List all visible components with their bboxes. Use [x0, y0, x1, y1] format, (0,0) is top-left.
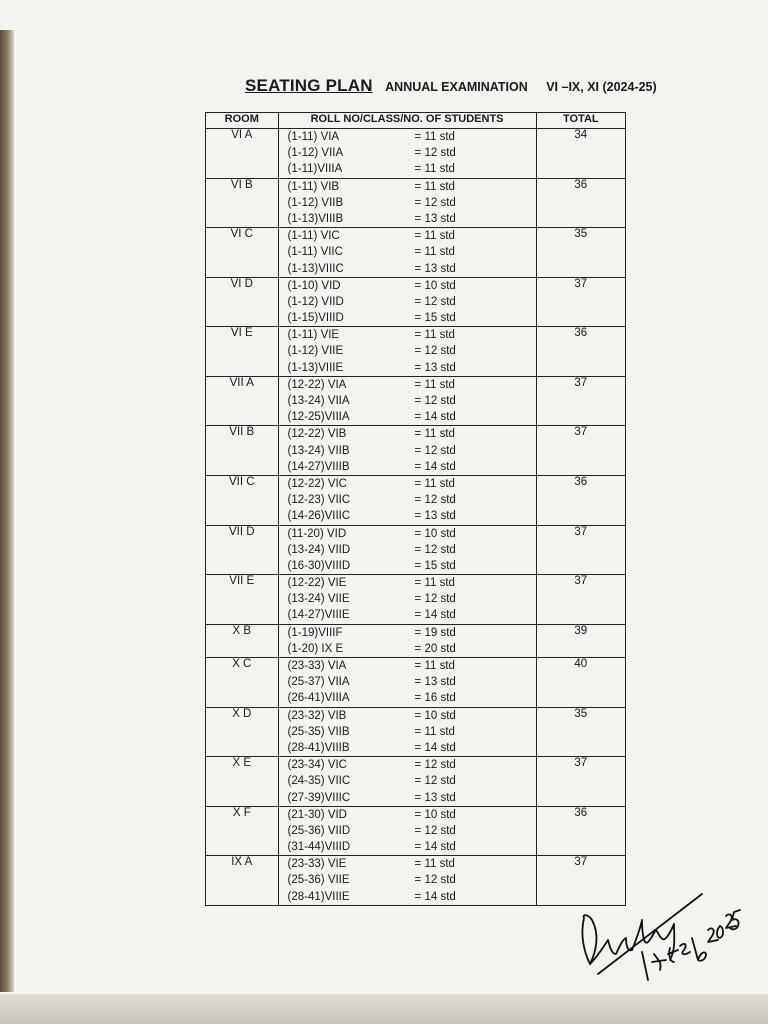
room-cell: VII C	[206, 475, 279, 525]
roll-range: (28-41)VIIIE	[287, 890, 350, 903]
room-cell: VII B	[206, 426, 279, 476]
roll-range: (1-11) VIA	[287, 131, 340, 143]
roll-entry	[279, 310, 536, 326]
roll-entry	[279, 658, 536, 674]
paper-bottom-edge	[0, 994, 768, 1024]
roll-range: (1-13)VIIIE	[287, 361, 344, 374]
student-count: = 12 std	[414, 196, 456, 209]
student-count: = 11 std	[414, 246, 455, 259]
student-count: = 12 std	[414, 295, 456, 308]
roll-range: (13-24) VIIA	[287, 395, 350, 407]
student-count: = 15 std	[414, 312, 456, 325]
roll-cell	[278, 575, 536, 625]
roll-range: (1-13)VIIIB	[287, 212, 344, 225]
student-count: = 12 std	[414, 444, 456, 457]
roll-range: (13-24) VIID	[287, 543, 351, 556]
roll-cell	[278, 757, 536, 807]
total-cell: 39	[536, 624, 625, 657]
total-cell: 37	[536, 757, 625, 807]
student-count: = 11 std	[414, 230, 455, 243]
student-count: = 10 std	[414, 279, 456, 292]
roll-range: (25-35) VIIB	[287, 725, 350, 738]
table-row	[206, 475, 626, 525]
roll-entry	[279, 839, 536, 855]
room-cell: VII D	[206, 525, 279, 575]
student-count: = 14 std	[414, 890, 456, 903]
roll-range: (14-27)VIIIB	[287, 460, 350, 473]
roll-entry	[279, 674, 536, 690]
roll-entry	[279, 740, 536, 756]
roll-cell	[278, 475, 536, 525]
header-room: ROOM	[206, 113, 279, 129]
roll-entry	[279, 773, 536, 789]
roll-range: (23-33) VIE	[287, 858, 347, 871]
student-count: = 12 std	[414, 824, 456, 837]
roll-cell	[278, 658, 536, 708]
student-count: = 10 std	[414, 527, 456, 540]
roll-entry	[279, 179, 536, 195]
roll-entry	[279, 409, 536, 425]
roll-range: (21-30) VID	[287, 808, 347, 821]
roll-entry	[279, 360, 536, 376]
roll-range: (27-39)VIIIC	[287, 791, 351, 804]
roll-cell	[278, 856, 536, 906]
table-row	[206, 228, 626, 278]
roll-cell	[278, 426, 536, 476]
student-count: = 13 std	[414, 676, 456, 689]
roll-range: (26-41)VIIIA	[287, 692, 350, 705]
table-row	[206, 376, 626, 426]
student-count: = 14 std	[414, 741, 456, 754]
table-row	[206, 707, 626, 757]
roll-cell	[278, 228, 536, 278]
total-cell: 34	[536, 129, 625, 179]
student-count: = 20 std	[414, 642, 456, 655]
room-cell: VI D	[206, 277, 279, 327]
roll-entry	[279, 327, 536, 343]
room-cell: X D	[206, 707, 279, 757]
student-count: = 14 std	[414, 411, 456, 424]
roll-range: (25-37) VIIA	[287, 676, 350, 689]
roll-entry	[279, 278, 536, 294]
total-cell: 37	[536, 575, 625, 625]
table-row	[206, 575, 626, 625]
roll-entry	[279, 558, 536, 574]
roll-entry	[279, 708, 536, 724]
roll-range: (12-25)VIIIA	[287, 411, 350, 424]
student-count: = 12 std	[414, 593, 456, 606]
table-row	[206, 658, 626, 708]
title-exam: ANNUAL EXAMINATION	[385, 80, 528, 94]
table-row	[206, 525, 626, 575]
roll-range: (1-15)VIIID	[287, 312, 344, 325]
roll-cell	[278, 277, 536, 327]
roll-range: (28-41)VIIIB	[287, 741, 350, 754]
table-row	[206, 178, 626, 228]
total-cell: 36	[536, 327, 625, 377]
roll-range: (1-12) VIIE	[287, 345, 344, 358]
student-count: = 13 std	[414, 212, 456, 225]
student-count: = 13 std	[414, 510, 456, 523]
roll-entry	[279, 294, 536, 310]
roll-range: (1-11) VIIC	[287, 246, 343, 259]
roll-entry	[279, 607, 536, 623]
student-count: = 19 std	[414, 626, 456, 639]
student-count: = 12 std	[414, 874, 456, 887]
student-count: = 11 std	[414, 131, 455, 143]
title-seating-plan: SEATING PLAN	[245, 76, 373, 95]
student-count: = 14 std	[414, 841, 456, 854]
roll-entry	[279, 790, 536, 806]
student-count: = 13 std	[414, 361, 456, 374]
roll-range: (23-34) VIC	[287, 759, 347, 772]
roll-cell	[278, 178, 536, 228]
roll-entry	[279, 129, 536, 145]
document-title	[245, 76, 657, 96]
roll-cell	[278, 806, 536, 856]
student-count: = 12 std	[414, 543, 456, 556]
roll-entry	[279, 690, 536, 706]
room-cell: IX A	[206, 856, 279, 906]
table-row	[206, 806, 626, 856]
room-cell: VI E	[206, 327, 279, 377]
roll-range: (14-26)VIIIC	[287, 510, 351, 523]
room-cell: X F	[206, 806, 279, 856]
student-count: = 11 std	[414, 180, 455, 193]
roll-cell	[278, 129, 536, 179]
roll-range: (1-12) VIIB	[287, 196, 344, 209]
student-count: = 16 std	[414, 692, 456, 705]
roll-range: (23-33) VIA	[287, 660, 347, 672]
student-count: = 11 std	[414, 725, 455, 738]
roll-cell	[278, 624, 536, 657]
roll-entry	[279, 195, 536, 211]
student-count: = 11 std	[414, 163, 455, 176]
student-count: = 12 std	[414, 759, 456, 772]
table-body	[206, 129, 626, 906]
roll-entry	[279, 377, 536, 393]
roll-cell	[278, 376, 536, 426]
header-roll: ROLL NO/CLASS/NO. OF STUDENTS	[278, 113, 536, 129]
student-count: = 12 std	[414, 494, 456, 507]
roll-range: (23-32) VIB	[287, 709, 347, 722]
student-count: = 11 std	[414, 660, 455, 672]
roll-entry	[279, 575, 536, 591]
student-count: = 13 std	[414, 262, 456, 275]
roll-entry	[279, 443, 536, 459]
total-cell: 40	[536, 658, 625, 708]
roll-entry	[279, 724, 536, 740]
roll-entry	[279, 807, 536, 823]
header-total: TOTAL	[536, 113, 625, 129]
roll-cell	[278, 707, 536, 757]
student-count: = 12 std	[414, 147, 456, 160]
room-cell: VII E	[206, 575, 279, 625]
total-cell: 37	[536, 525, 625, 575]
roll-entry	[279, 261, 536, 277]
student-count: = 11 std	[414, 577, 455, 590]
table-row	[206, 277, 626, 327]
room-cell: X C	[206, 658, 279, 708]
total-cell: 37	[536, 856, 625, 906]
roll-entry	[279, 393, 536, 409]
student-count: = 11 std	[414, 329, 455, 342]
roll-entry	[279, 625, 536, 641]
room-cell: X E	[206, 757, 279, 807]
roll-range: (1-11) VIC	[287, 230, 340, 243]
table-row	[206, 856, 626, 906]
total-cell: 36	[536, 178, 625, 228]
room-cell: VII A	[206, 376, 279, 426]
roll-entry	[279, 244, 536, 260]
roll-range: (1-11) VIE	[287, 329, 340, 342]
total-cell: 37	[536, 376, 625, 426]
seating-table	[205, 112, 626, 906]
roll-entry	[279, 641, 536, 657]
student-count: = 12 std	[414, 775, 456, 788]
roll-entry	[279, 145, 536, 161]
total-cell: 37	[536, 426, 625, 476]
table-row	[206, 757, 626, 807]
student-count: = 11 std	[414, 428, 455, 441]
roll-cell	[278, 327, 536, 377]
roll-range: (12-22) VIB	[287, 428, 347, 441]
roll-range: (12-23) VIIC	[287, 494, 351, 507]
table-row	[206, 426, 626, 476]
roll-range: (1-20) IX E	[287, 642, 344, 655]
roll-entry	[279, 591, 536, 607]
student-count: = 11 std	[414, 378, 455, 391]
roll-entry	[279, 823, 536, 839]
roll-entry	[279, 508, 536, 524]
roll-range: (12-22) VIC	[287, 477, 347, 490]
roll-range: (25-36) VIIE	[287, 874, 350, 887]
roll-cell	[278, 525, 536, 575]
student-count: = 10 std	[414, 808, 456, 821]
roll-entry	[279, 856, 536, 872]
room-cell: VI B	[206, 178, 279, 228]
total-cell: 36	[536, 806, 625, 856]
total-cell: 35	[536, 228, 625, 278]
paper-left-edge	[0, 30, 14, 992]
table-row	[206, 327, 626, 377]
student-count: = 15 std	[414, 559, 456, 572]
roll-range: (1-12) VIIA	[287, 147, 344, 160]
roll-entry	[279, 872, 536, 888]
roll-range: (25-36) VIID	[287, 824, 351, 837]
roll-entry	[279, 757, 536, 773]
handwritten-signature	[570, 890, 745, 990]
roll-range: (1-10) VID	[287, 279, 341, 292]
roll-entry	[279, 542, 536, 558]
roll-entry	[279, 426, 536, 442]
roll-entry	[279, 889, 536, 905]
roll-range: (11-20) VID	[287, 527, 347, 540]
total-cell: 35	[536, 707, 625, 757]
roll-entry	[279, 211, 536, 227]
roll-range: (1-13)VIIIC	[287, 262, 344, 275]
roll-entry	[279, 459, 536, 475]
roll-range: (12-22) VIE	[287, 577, 347, 590]
roll-range: (1-11) VIB	[287, 180, 340, 193]
roll-entry	[279, 526, 536, 542]
roll-range: (14-27)VIIIE	[287, 609, 350, 622]
roll-range: (31-44)VIIID	[287, 841, 351, 854]
roll-entry	[279, 161, 536, 177]
roll-range: (12-22) VIA	[287, 378, 347, 391]
roll-range: (1-19)VIIIF	[287, 626, 343, 639]
room-cell: X B	[206, 624, 279, 657]
table-header-row	[206, 113, 626, 129]
table-row	[206, 624, 626, 657]
roll-entry	[279, 476, 536, 492]
roll-entry	[279, 492, 536, 508]
room-cell: VI C	[206, 228, 279, 278]
student-count: = 14 std	[414, 460, 456, 473]
room-cell: VI A	[206, 129, 279, 179]
student-count: = 12 std	[414, 345, 456, 358]
student-count: = 13 std	[414, 791, 456, 804]
roll-range: (13-24) VIIB	[287, 444, 350, 457]
student-count: = 12 std	[414, 395, 456, 407]
roll-range: (1-11)VIIIA	[287, 163, 343, 176]
total-cell: 36	[536, 475, 625, 525]
roll-range: (13-24) VIIE	[287, 593, 350, 606]
total-cell: 37	[536, 277, 625, 327]
student-count: = 14 std	[414, 609, 456, 622]
roll-entry	[279, 343, 536, 359]
roll-range: (24-35) VIIC	[287, 775, 351, 788]
title-classes: VI –IX, XI (2024-25)	[546, 80, 657, 94]
student-count: = 11 std	[414, 477, 455, 490]
roll-entry	[279, 228, 536, 244]
table-row	[206, 129, 626, 179]
roll-range: (16-30)VIIID	[287, 559, 351, 572]
roll-range: (1-12) VIID	[287, 295, 344, 308]
student-count: = 10 std	[414, 709, 456, 722]
student-count: = 11 std	[414, 858, 455, 871]
